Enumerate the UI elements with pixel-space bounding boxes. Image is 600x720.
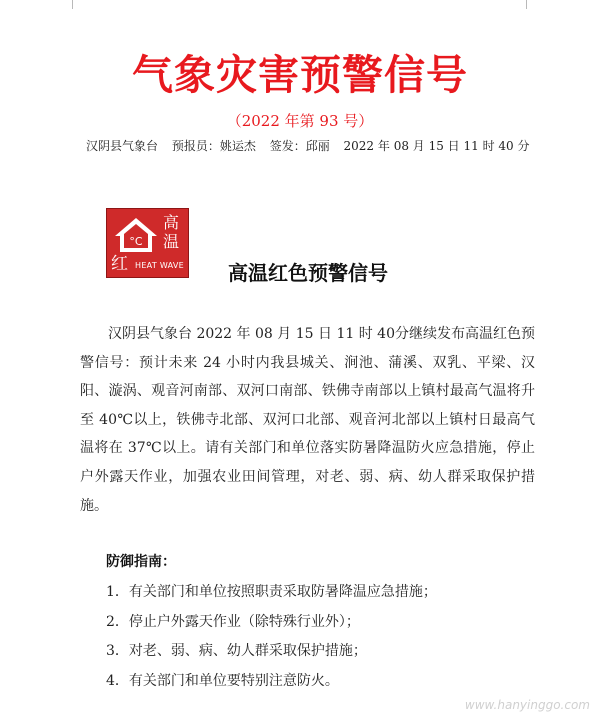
meta-forecaster: 预报员：姚运杰 <box>171 139 256 153</box>
badge-english: HEAT WAVE <box>135 261 185 270</box>
celsius-unit-icon: °C <box>129 235 143 248</box>
warning-paragraph: 汉阴县气象台 2022 年 08 月 15 日 11 时 40分继续发布高温红色预警信号：预计未来 24 小时内我县城关、涧池、蒲溪、双乳、平梁、汉阳、漩涡、观音河南部、双河口南部、铁佛寺南部以上镇村最高气温将升至 40℃以上，铁佛寺北部、双河口北部、观音河北部以上镇村日最高气温将在 37℃以上。请有关部门和单位落实防暑降温防火应急措施，停止户外露天作业，加强农业田间管理，对老、弱、病、幼人群采取保护措施。 <box>80 326 535 514</box>
badge-char-gao: 高 <box>163 213 180 232</box>
badge-char-wen: 温 <box>163 232 180 251</box>
guide-item: 1．有关部门和单位按照职责采取防暑降温应急措施； <box>106 584 437 600</box>
guide-item: 3．对老、弱、病、幼人群采取保护措施； <box>106 643 367 659</box>
thermometer-house-icon <box>113 216 159 254</box>
guide-item: 4．有关部门和单位要特别注意防火。 <box>106 672 339 689</box>
badge-char-hong: 红 <box>111 254 128 274</box>
document-title: 气象灾害预警信号 <box>132 51 468 99</box>
guide-list <box>106 583 437 701</box>
meta-line <box>86 137 539 154</box>
meta-office: 汉阴县气象台 <box>86 139 159 153</box>
signal-title: 高温红色预警信号 <box>228 261 388 285</box>
heat-wave-red-badge <box>106 208 189 278</box>
crop-mark-right <box>526 0 537 9</box>
crop-mark-left <box>62 0 73 9</box>
guide-item: 2．停止户外露天作业（除特殊行业外）； <box>106 613 360 630</box>
issue-number: （2022 年第 93 号） <box>226 112 374 130</box>
guide-heading: 防御指南： <box>106 554 176 570</box>
site-watermark: www.hanyinggo.com <box>464 698 590 712</box>
meta-datetime: 2022 年 08 月 15 日 11 时 40 分 <box>343 139 530 153</box>
meta-signer: 签发：邱丽 <box>269 139 330 153</box>
